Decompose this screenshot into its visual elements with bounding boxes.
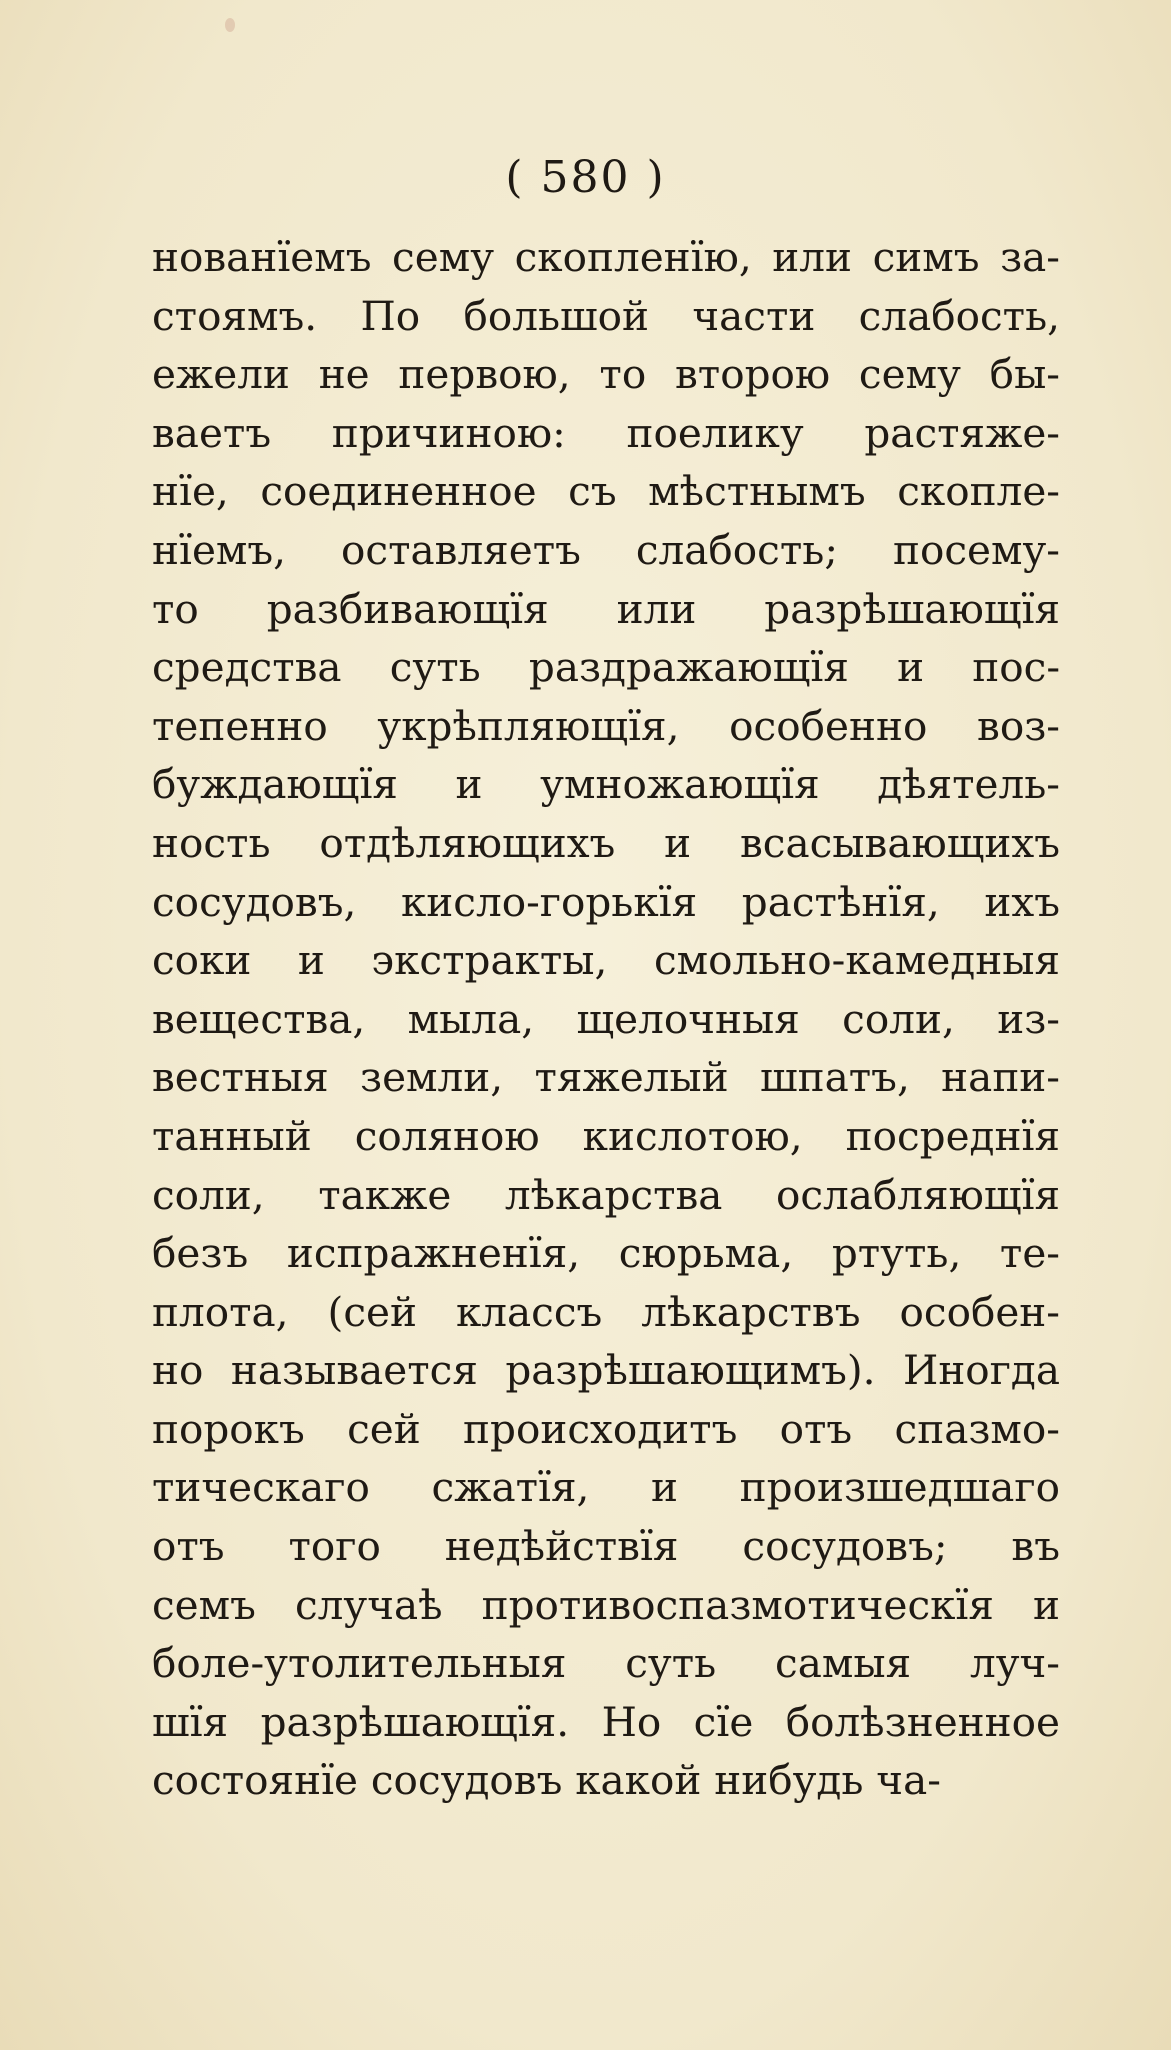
page-number: ( 580 ) [505,152,666,203]
text-line: плота, (сей классъ лѣкарствъ особен- [152,1287,1060,1336]
text-line: состоянїе сосудовъ какой нибудь ча- [152,1756,941,1805]
text-line: семъ случаѣ противоспазмотическїя и [152,1580,1060,1629]
text-line: безъ испражненїя, сюрьма, ртуть, те- [152,1229,1060,1278]
text-line: ежели не первою, то второю сему бы- [152,350,1060,399]
text-line: боле-утолительныя суть самыя луч- [152,1639,1060,1688]
text-line: тепенно укрѣпляющїя, особенно воз- [152,701,1060,750]
text-line: но называется разрѣшающимъ). Иногда [152,1346,1060,1395]
text-line: ваетъ причиною: поелику растяже- [152,408,1060,457]
text-line: стоямъ. По большой части слабость, [152,291,1060,340]
text-line: средства суть раздражающїя и пос- [152,643,1060,692]
text-line: тическаго сжатїя, и произшедшаго [152,1463,1060,1512]
text-line: ность отдѣляющихъ и всасывающихъ [152,818,1060,867]
text-line: сосудовъ, кисло-горькїя растѣнїя, ихъ [152,877,1060,926]
text-line: нїемъ, оставляетъ слабость; посему- [152,525,1060,574]
text-line: танный соляною кислотою, посреднїя [152,1111,1060,1160]
text-line: нїе, соединенное съ мѣстнымъ скопле- [152,467,1060,516]
text-line: вещества, мыла, щелочныя соли, из- [152,994,1060,1043]
text-line: соки и экстракты, смольно-камедныя [152,936,1060,985]
body-text [152,228,1060,1810]
text-line: то разбивающїя или разрѣшающїя [152,584,1060,633]
text-line: вестныя земли, тяжелый шпатъ, напи- [152,1053,1060,1102]
paper-stain [225,18,235,32]
text-line: нованїемъ сему скопленїю, или симъ за- [152,233,1060,281]
text-line: отъ того недѣйствїя сосудовъ; въ [152,1522,1060,1571]
text-line: буждающїя и умножающїя дѣятель- [152,760,1060,809]
text-line: порокъ сей происходитъ отъ спазмо- [152,1404,1060,1453]
text-line: шїя разрѣшающїя. Но сїе болѣзненное [152,1697,1060,1746]
text-line: соли, также лѣкарства ослабляющїя [152,1170,1060,1219]
